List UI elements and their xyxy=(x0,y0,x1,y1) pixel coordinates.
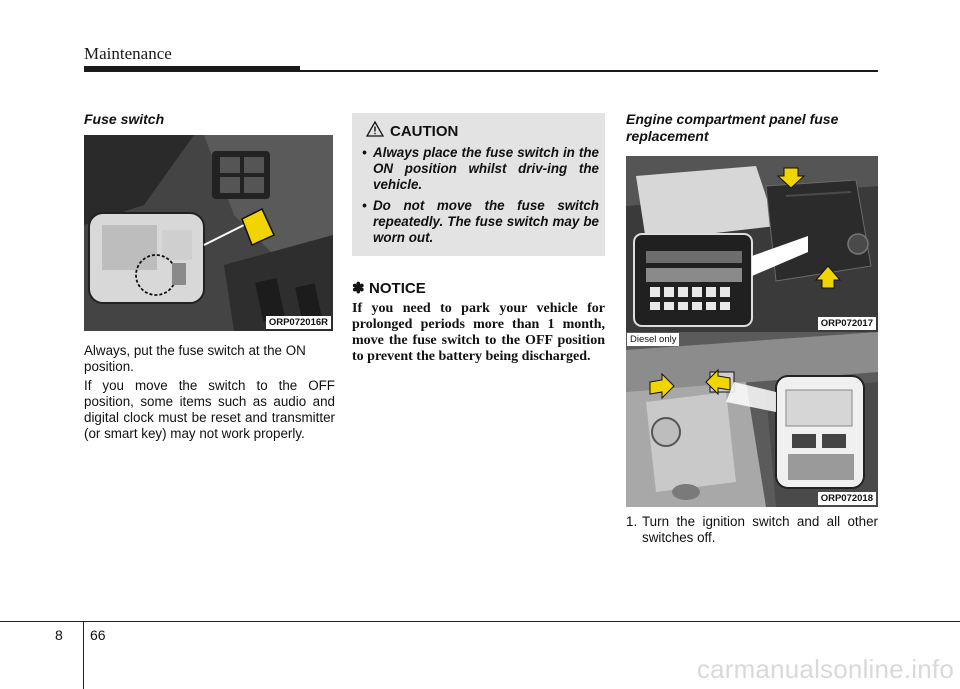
fuse-switch-heading: Fuse switch xyxy=(84,111,165,127)
page-number: 66 xyxy=(90,627,106,643)
step-1 xyxy=(626,514,878,546)
figure-caption: ORP072016R xyxy=(266,316,331,329)
step-text: Turn the ignition switch and all other switches off. xyxy=(642,514,878,545)
bullet: • xyxy=(362,145,367,160)
engine-fuse-heading: Engine compartment panel fuse replacement xyxy=(626,111,839,144)
notice-symbol: ✽ xyxy=(352,280,365,297)
fuse-switch-illustration xyxy=(84,135,333,331)
fuse-switch-para-off: If you move the switch to the OFF position, some items such as audio and digital clock must be reset and transmitter (or smart key) may not work properly. xyxy=(84,378,335,441)
engine-panel-illustration xyxy=(626,156,878,332)
step-number: 1. xyxy=(626,514,638,529)
engine-panel-figure xyxy=(626,156,878,332)
caution-item-1 xyxy=(362,145,599,193)
footer-divider xyxy=(83,621,84,689)
fuse-switch-para-on: Always, put the fuse switch at the ON position. xyxy=(84,343,306,374)
diesel-only-label: Diesel only xyxy=(627,333,679,346)
caution-title: CAUTION xyxy=(390,123,459,140)
diesel-fuse-figure xyxy=(626,332,878,507)
watermark: carmanualsonline.info xyxy=(696,654,954,684)
caution-box xyxy=(352,113,605,256)
caution-item-text: Do not move the fuse switch repeatedly. The fuse switch may be worn out. xyxy=(373,198,599,245)
figure-caption: ORP072018 xyxy=(818,492,876,505)
caution-item-2 xyxy=(362,198,599,246)
notice-text: If you need to park your vehicle for prolonged periods more than 1 month, move the fuse switch to the OFF position to prevent the battery being discharged. xyxy=(352,301,605,364)
caution-item-text: Always place the fuse switch in the ON position whilst driv-ing the vehicle. xyxy=(373,145,599,192)
figure-caption: ORP072017 xyxy=(818,317,876,330)
bullet: • xyxy=(362,198,367,213)
footer-rule xyxy=(0,621,960,622)
fuse-switch-figure xyxy=(84,135,333,331)
notice-title: NOTICE xyxy=(369,280,426,297)
header-rule-thin xyxy=(300,70,878,72)
warning-icon xyxy=(366,121,384,142)
diesel-fuse-illustration xyxy=(626,332,878,507)
notice-heading xyxy=(352,279,426,298)
chapter-number: 8 xyxy=(55,627,63,643)
section-title: Maintenance xyxy=(84,44,172,63)
header-rule-thick xyxy=(84,66,300,72)
